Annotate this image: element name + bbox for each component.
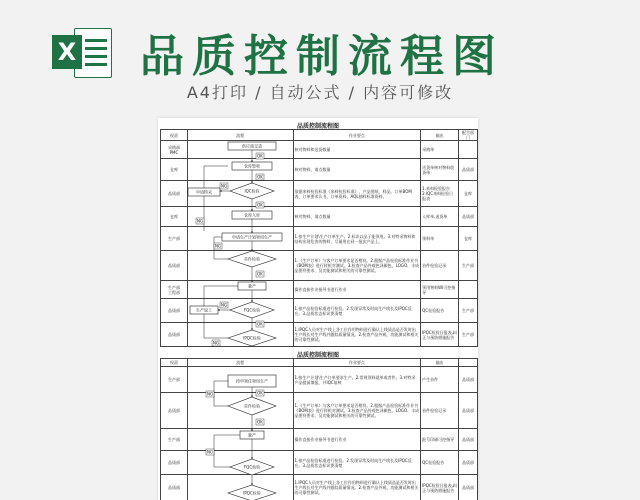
- col-header-role: [459, 359, 478, 367]
- requirement-cell: 1.IPQC人员对生产线上各工位作用物料进行确认上线质品是否发时出生产线长对生产线并跟踪质量情况。2.检查产品外观、功能测试和相关的可靠性测试。: [293, 323, 421, 347]
- dept-cell: 采购部 PMC: [161, 141, 188, 159]
- header-banner: [0, 0, 640, 115]
- requirement-cell: 1.按产品检验标准进行检验。2.发现异常及时向生产线长及IPQC反应。3.品质状态标识要清楚: [293, 451, 421, 475]
- node-rework-label: 生产返工: [196, 307, 212, 313]
- dept-cell: 品质部: [161, 323, 188, 347]
- role-cell: 仓库: [459, 181, 478, 207]
- requirement-cell: 核对物料和送货数量: [293, 141, 421, 159]
- requirement-cell: 1.IPQC人员对生产线上各工位作用物料进行确认上线质品是否发时出生产线长对生产线并跟踪质量情况。2.检查产品外观、功能测试和相关的可靠性测试。: [293, 475, 421, 500]
- requirement-cell: 核对物料、请点数量: [293, 159, 421, 181]
- node-warehouse-receive-label: 仓库暂收: [244, 163, 260, 169]
- doc2-title: 品质控制流程图: [296, 352, 339, 359]
- role-cell: 生产部: [459, 251, 478, 281]
- requirement-cell: 核对物料、请点数量: [293, 207, 421, 227]
- role-cell: [459, 141, 478, 159]
- label-ng2: NG: [196, 218, 204, 224]
- requirement-cell: 依据来料检验标准《来料检验标准》，产品图纸、样品、订单BOM表、订单要求认书、订单资料，AQL抽样标准资料。: [293, 181, 421, 207]
- requirement-cell: 1.按生产计划\生产订单生产。2.标识以品于能领用。3.对特采物料和结构出现危害的物料，尽量用在同一批次产品上。: [293, 227, 421, 251]
- col-header-dept: 权责: [161, 130, 188, 141]
- col-header-flow: 流程: [187, 359, 293, 367]
- role-cell: 品质部: [459, 393, 478, 429]
- requirement-cell: 操作直接作业指导书进行作业: [293, 429, 421, 451]
- document-preview: [158, 118, 478, 500]
- label-ok4: OK: [257, 271, 263, 277]
- label-ok1: OK: [257, 390, 263, 396]
- role-cell: 品质部: [459, 159, 478, 181]
- label-ok2: OK: [257, 419, 263, 425]
- role-cell: 品质部: [459, 475, 478, 500]
- output-cell: QC检验报告: [421, 451, 459, 475]
- dept-cell: 生产部: [161, 227, 188, 251]
- label-ng4: NG: [220, 302, 228, 308]
- node-mass-production-label: 量产: [248, 432, 256, 438]
- node-mass-production-label: 量产: [248, 283, 256, 289]
- dept-cell: 品质部: [161, 475, 188, 500]
- requirement-cell: 1.按生产计划\生产订单要求生产。2.常规领料就单或者件。3.对特采产品提前填报，并IQC复核: [293, 367, 421, 393]
- node-first-article-label: 首件检验: [244, 403, 260, 409]
- node-apply-special-label: 申请特采: [196, 189, 212, 195]
- role-cell: 品质部: [459, 207, 478, 227]
- output-cell: QC检验报告: [421, 299, 459, 323]
- node-supplier-label: 供应商交货: [242, 143, 262, 149]
- label-ng1: NG: [220, 183, 228, 189]
- doc2-flowchart: [184, 365, 290, 500]
- col-header-flow: 流程: [187, 130, 293, 141]
- excel-logo-icon: [52, 26, 112, 78]
- node-first-article-label: 首件检验: [244, 256, 260, 262]
- role-cell: [459, 281, 478, 299]
- label-ok1: OK: [257, 153, 263, 159]
- role-cell: 品质部: [459, 451, 478, 475]
- output-cell: 产生首件: [421, 367, 459, 393]
- requirement-cell: 1.按产品检验标准进行检验。2.发现异常及时向生产线长及IPQC反应。3.品质状态标识要清楚: [293, 299, 421, 323]
- label-ng2: NG: [206, 449, 214, 455]
- output-cell: IPQC检验日报表,纠正与预防措施报告: [421, 475, 459, 500]
- requirement-cell: 1.《生产订单》与客户订单要求是否相符。2.根据产品检验标准作业书《BOM表》进行样机对测试。3.检查产品外观色泽颜色、LOGO、丰成品要符要求，及功能测试和相关的可靠性测试。: [293, 393, 421, 429]
- node-iqc-label: IQC检验: [244, 188, 260, 194]
- node-fqc-label: FQC检验: [243, 307, 261, 313]
- output-cell: 1.来料检验报告 2.IQC来料检验日报表: [421, 181, 459, 207]
- node-ipqc-label: IPQC检验: [243, 490, 261, 496]
- page-subtitle: A4打印 / 自动公式 / 内容可修改: [186, 83, 454, 102]
- dept-cell: 仓库: [161, 207, 188, 227]
- col-header-role: 配合部门: [459, 130, 478, 141]
- role-cell: 品质部: [459, 429, 478, 451]
- col-header-req: 作业要点: [293, 359, 421, 367]
- label-ok2: OK: [257, 174, 263, 180]
- label-ng5: NG: [212, 340, 220, 346]
- label-ok3: OK: [257, 202, 263, 208]
- col-header-output: 输出: [421, 130, 459, 141]
- output-cell: 采购单: [421, 141, 459, 159]
- requirement-cell: 1.《生产订单》与客户订单要求是否相符。2.根据产品检验标准作业书《BOM表》进行样机对测试。3.检查产品外观色泽颜色、LOGO、丰成品要符要求，及功能测试和相关的可靠性测试。: [293, 251, 421, 281]
- page-title: 品质控制流程图: [140, 31, 504, 82]
- role-cell: 生产部: [459, 323, 478, 347]
- output-cell: 首件检验记录: [421, 251, 459, 281]
- node-issue-label: 按申领任领用生产: [236, 378, 268, 384]
- node-ipqc-label: IPQC检验: [243, 335, 261, 341]
- requirement-cell: 操作直接作业指导书进行作业: [293, 281, 421, 299]
- dept-cell: 品质部: [161, 251, 188, 281]
- output-cell: 首件检验记录: [421, 393, 459, 429]
- col-header-dept: 权责: [161, 359, 188, 367]
- dept-cell: 品质部: [161, 393, 188, 429]
- role-cell: 生产部: [459, 299, 478, 323]
- output-cell: 批号印刷可控指导: [421, 429, 459, 451]
- output-cell: 领料单: [421, 227, 459, 251]
- dept-cell: 仓库: [161, 159, 188, 181]
- output-cell: IPQC检验日报表,纠正与预防措施报告: [421, 323, 459, 347]
- node-warehouse-in-label: 仓库入库: [244, 212, 260, 218]
- node-production-issue-label: 申请生产计划领用生产: [232, 234, 272, 240]
- role-cell: 仓库: [459, 227, 478, 251]
- dept-cell: 品质部: [161, 181, 188, 207]
- output-cell: 送货单核对物料收货单: [421, 159, 459, 181]
- output-cell: 领用物料WI可控指导: [421, 281, 459, 299]
- col-header-output: 输出: [421, 359, 459, 367]
- label-ok5: OK: [257, 321, 263, 327]
- dept-cell: 品质部: [161, 451, 188, 475]
- col-header-req: 作业要点: [293, 130, 421, 141]
- output-cell: 入库单,退货单: [421, 207, 459, 227]
- node-fqc-label: FQC检验: [243, 464, 261, 470]
- excel-badge: X: [52, 35, 82, 69]
- dept-cell: 生产部: [161, 429, 188, 451]
- doc1-title: 品质控制流程图: [296, 123, 339, 130]
- dept-cell: 品质部: [161, 299, 188, 323]
- label-ng1: NG: [206, 391, 214, 397]
- label-ng3: NG: [214, 243, 222, 249]
- dept-cell: 生产部: [161, 367, 188, 393]
- role-cell: 品质部: [459, 367, 478, 393]
- doc1-flowchart: [184, 136, 290, 361]
- dept-cell: 生产部 工程部: [161, 281, 188, 299]
